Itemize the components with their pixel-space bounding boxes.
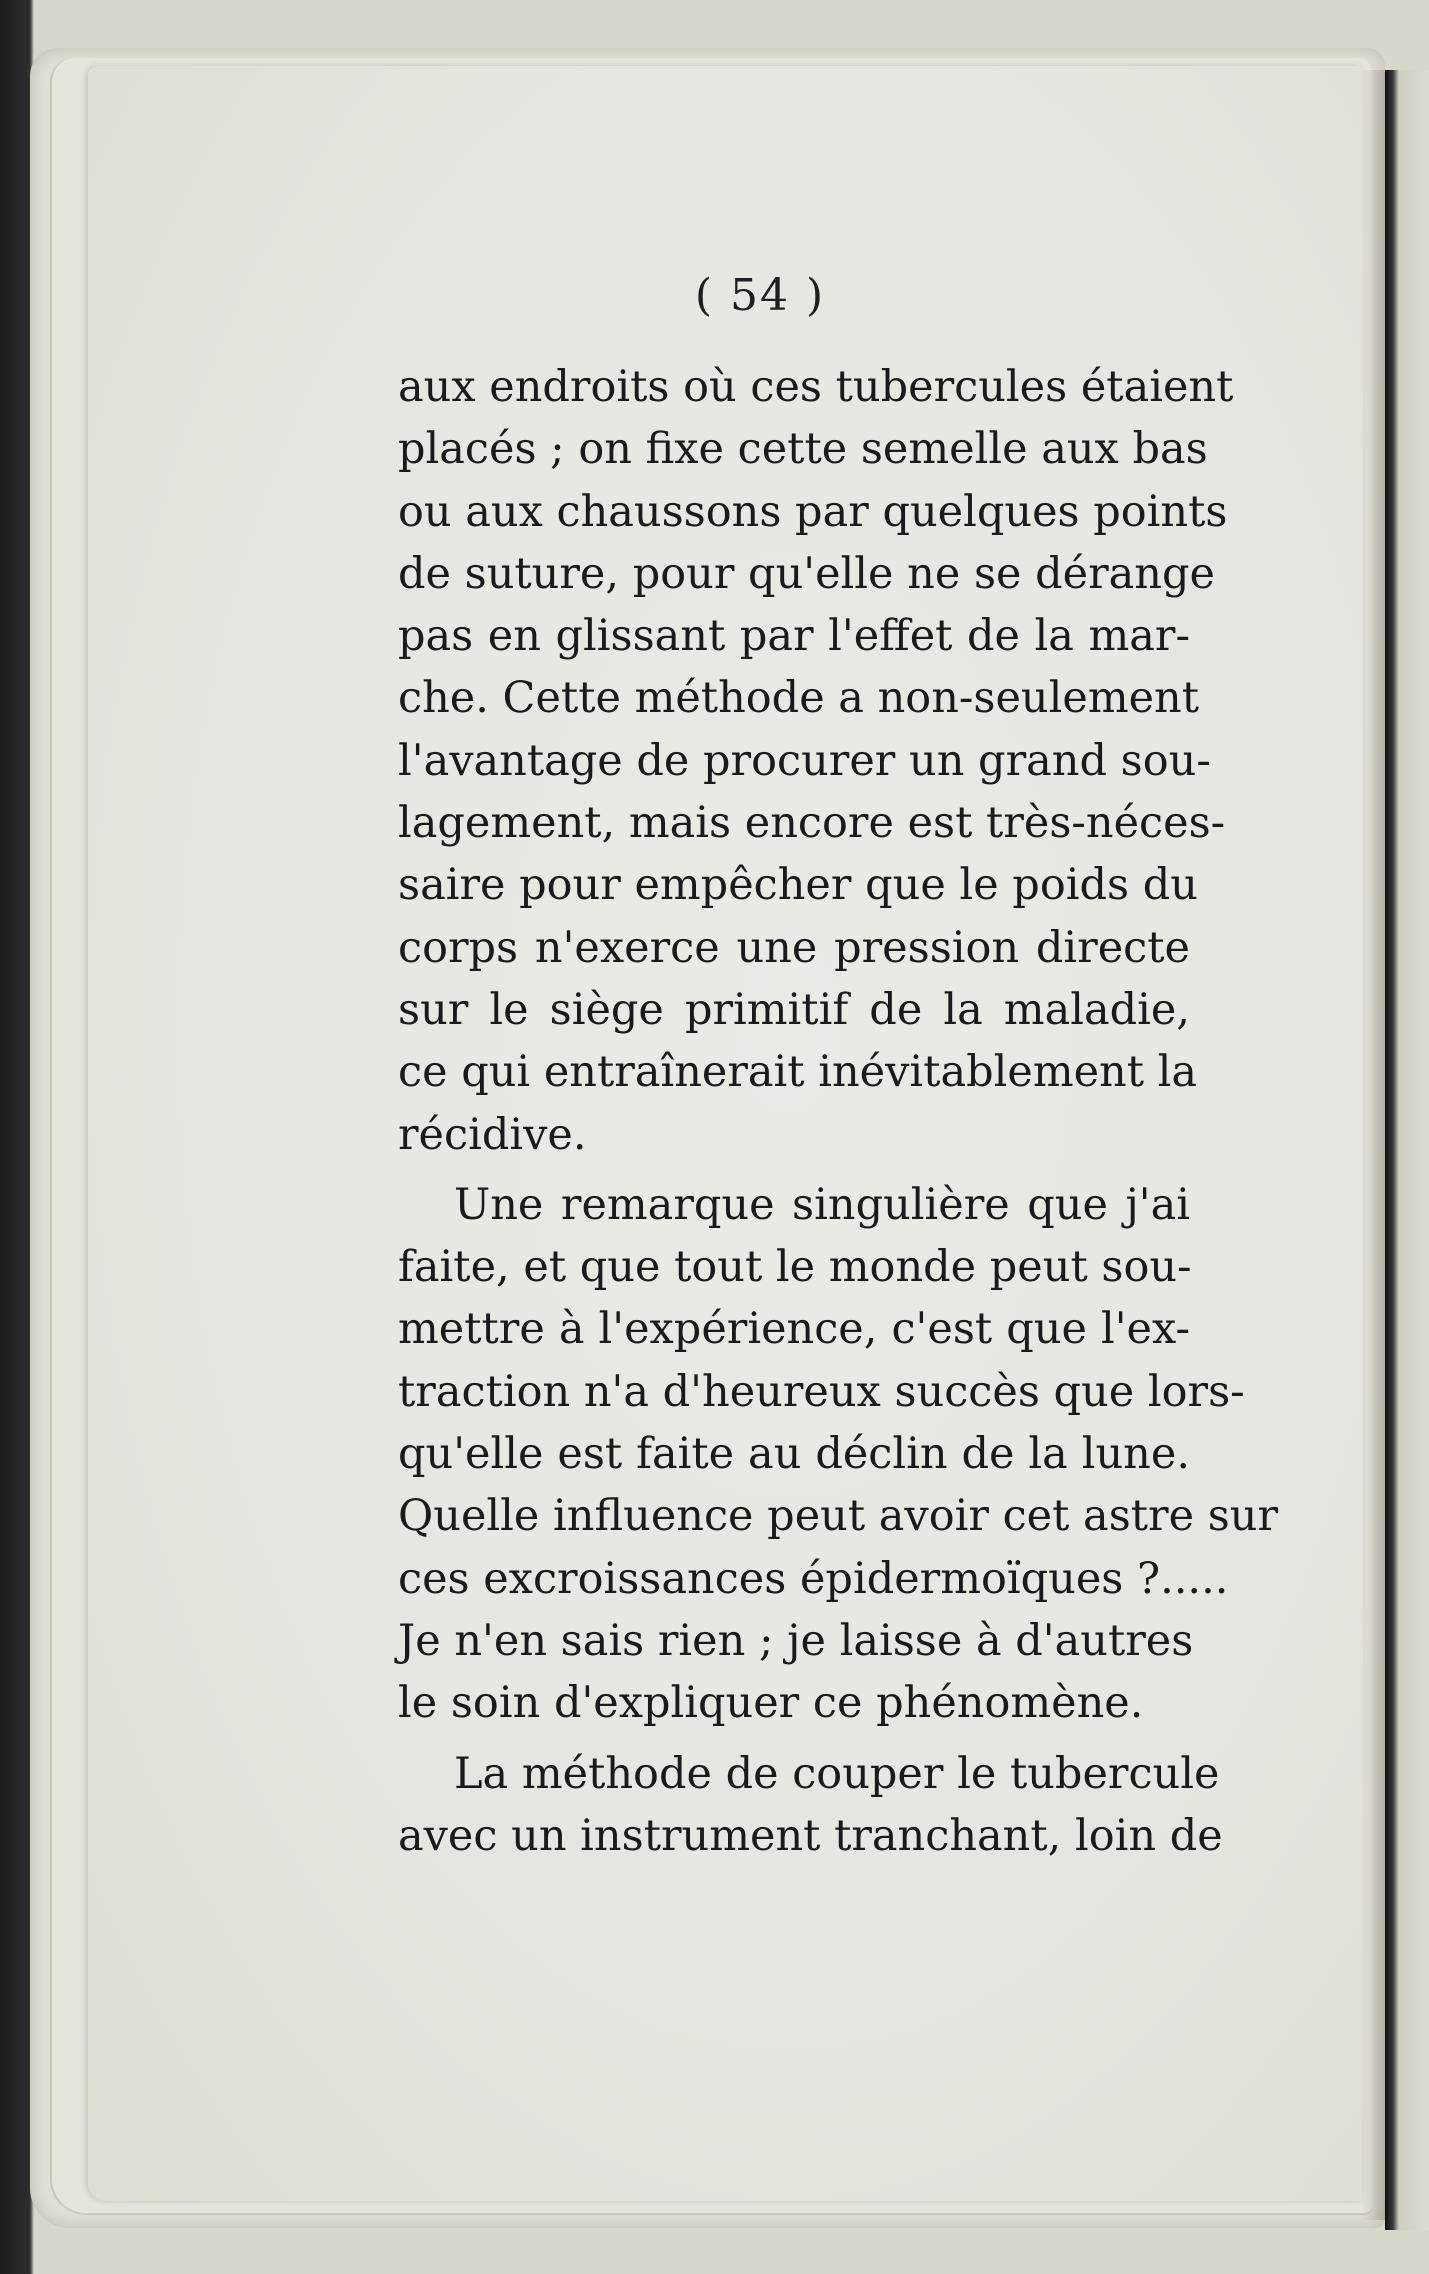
text-line: saire pour empêcher que le poids du (398, 860, 1198, 911)
text-line: lagement, mais encore est très-néces- (398, 798, 1226, 849)
text-line: faite, et que tout le monde peut sou- (398, 1242, 1192, 1293)
text-line: sur le siège primitif de la maladie, (398, 984, 1190, 1035)
text-line: ou aux chaussons par quelques points (398, 486, 1228, 537)
text-line: ces excroissances épidermoïques ?..... (398, 1553, 1229, 1604)
text-line: avec un instrument tranchant, loin de (398, 1810, 1223, 1861)
text-line: Je n'en sais rien ; je laisse à d'autres (398, 1615, 1194, 1666)
page-number: ( 54 ) (694, 270, 826, 321)
text-line: placés ; on fixe cette semelle aux bas (398, 424, 1208, 475)
text-line: Une remarque singulière que j'ai (454, 1179, 1190, 1230)
text-line: aux endroits où ces tubercules étaient (398, 362, 1234, 412)
text-line: pas en glissant par l'effet de la mar- (398, 611, 1190, 662)
text-line: corps n'exerce une pression directe (398, 922, 1190, 973)
text-line: de suture, pour qu'elle ne se dérange (398, 548, 1215, 599)
text-line: l'avantage de procurer un grand sou- (398, 735, 1211, 786)
text-line: traction n'a d'heureux succès que lors- (398, 1366, 1245, 1417)
text-line: récidive. (398, 1109, 587, 1160)
text-line: La méthode de couper le tubercule (454, 1748, 1220, 1799)
text-line: che. Cette méthode a non-seulement (398, 673, 1200, 724)
body-text (398, 356, 1279, 1867)
text-line: ce qui entraînerait inévitablement la (398, 1047, 1198, 1098)
text-line: Quelle influence peut avoir cet astre sur (398, 1491, 1279, 1542)
text-line: le soin d'expliquer ce phénomène. (398, 1678, 1144, 1729)
facing-page-edge (1385, 70, 1429, 2230)
text-line: mettre à l'expérience, c'est que l'ex- (398, 1304, 1190, 1355)
text-line: qu'elle est faite au déclin de la lune. (398, 1429, 1190, 1480)
